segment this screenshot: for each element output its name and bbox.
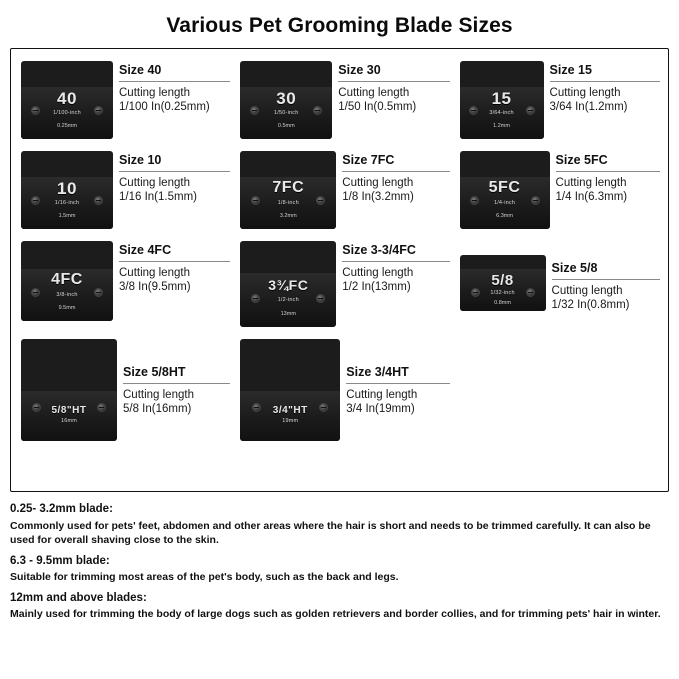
divider [552,279,660,280]
blade-row [15,145,664,235]
blade-card-5fc [454,145,664,235]
blade-face-text: 4FC [51,271,83,288]
note-heading-1: 0.25- 3.2mm blade: [10,503,113,515]
cutting-length-value: 5/8 In(16mm) [123,403,192,415]
blade-image-10 [21,151,113,229]
screw-icon [94,288,103,297]
cutting-length-label: Cutting length [123,389,194,401]
blade-info [552,241,660,312]
blade-face-text: 7FC [272,179,305,196]
blade-face-text: 3/4"HT [272,405,308,416]
divider [119,171,230,172]
blade-size-label: Size 3-3/4FC [342,243,416,257]
cutting-length-value: 1/16 In(1.5mm) [119,191,197,203]
blade-face-sub2: 0.5mm [277,123,295,129]
blade-image-30 [240,61,332,139]
blade-card-3-3-4fc [234,235,453,333]
blade-image-40 [21,61,113,139]
blade-face-sub: 3/64-inch [489,110,514,116]
divider [346,383,449,384]
blade-size-label: Size 10 [119,153,162,167]
divider [550,81,660,82]
blade-image-4fc [21,241,113,321]
screw-icon [531,196,540,205]
blade-face-text: 3¾FC [268,277,309,293]
divider [119,261,230,262]
blade-card-7fc [234,145,453,235]
blade-face-sub2: 0.25mm [57,123,77,129]
cutting-length-value: 1/50 In(0.5mm) [338,101,417,113]
blade-image-5-8 [460,241,546,311]
cutting-length-value: 1/4 In(6.3mm) [555,191,628,203]
blade-row [15,235,664,333]
blade-face-text: 10 [57,179,77,198]
blade-size-label: Size 5/8 [551,261,598,275]
cutting-length-value: 3/4 In(19mm) [346,403,415,415]
blade-card-3-4ht [234,333,453,447]
screw-icon [94,106,103,115]
cutting-length-label: Cutting length [119,87,190,99]
blade-teeth-icon [240,339,340,399]
blade-row [15,55,664,145]
divider [342,171,449,172]
blade-image-3-4ht [240,339,340,441]
blade-card-30 [234,55,453,145]
blade-size-label: Size 30 [338,63,381,77]
blade-row [15,333,664,447]
note-heading-2: 6.3 - 9.5mm blade: [10,554,110,567]
blade-face-sub: 1/8-inch [277,200,299,206]
blade-info [346,339,449,416]
blade-size-label: Size 5/8HT [123,365,186,379]
divider [119,81,230,82]
note-body-3: Mainly used for trimming the body of large dogs such as golden retrievers and border collies, and for trimming pets' hair in winter. [10,608,661,620]
blade-face-sub: 1/50-inch [274,110,299,116]
divider [556,171,660,172]
cutting-length-value: 3/8 In(9.5mm) [119,281,191,293]
blade-face-sub: 1/4-inch [493,200,516,206]
divider [123,383,230,384]
screw-icon [31,106,40,115]
blade-info [119,151,230,204]
screw-icon [94,196,103,205]
cutting-length-label: Cutting length [119,177,190,189]
blade-image-15 [460,61,544,139]
blade-face-text: 5/8"HT [51,405,87,416]
blade-face-sub: 1/32-inch [490,290,515,296]
screw-icon [526,106,535,115]
blade-face-sub: 19mm [282,418,299,424]
screw-icon [526,288,535,297]
note-heading-3: 12mm and above blades: [10,591,147,604]
blade-face-sub2: 0.8mm [494,300,511,306]
blade-image-5fc [460,151,550,229]
blade-face-sub: 3/8-inch [56,292,78,298]
blade-size-label: Size 40 [119,63,162,77]
cutting-length-value: 1/2 In(13mm) [342,281,411,293]
blade-face-sub2: 1.2mm [493,123,510,129]
blade-card-15 [454,55,664,145]
screw-icon [470,196,479,205]
cutting-length-label: Cutting length [551,285,623,297]
cutting-length-label: Cutting length [119,267,190,279]
blade-face-text: 30 [276,89,297,108]
blade-info [119,241,230,294]
blade-info [123,339,230,416]
blade-info [550,61,660,114]
blade-card-10 [15,145,234,235]
note-body-1: Commonly used for pets' feet, abdomen and other areas where the hair is short and needs to be trimmed carefully. It can also be used for overall shaving close to the skin. [10,519,651,546]
blade-face-text: 5FC [488,179,521,196]
divider [342,261,449,262]
blade-size-label: Size 4FC [119,243,172,257]
blade-face-sub2: 1.5mm [58,213,76,219]
note-body-2: Suitable for trimming most areas of the pet's body, such as the back and legs. [10,571,399,583]
blade-card-4fc [15,235,234,327]
blade-info [342,241,449,294]
blade-face-sub: 16mm [60,418,78,424]
blade-card-5-8ht [15,333,234,447]
cutting-length-label: Cutting length [342,177,414,189]
blade-face-sub2: 3.2mm [279,213,297,219]
blade-card-5-8 [454,235,664,318]
blade-face-sub2: 13mm [280,311,296,317]
cutting-length-value: 1/100 In(0.25mm) [119,101,210,113]
blade-face-sub: 1/16-inch [54,200,80,206]
screw-icon [31,288,40,297]
screw-icon [32,403,41,412]
cutting-length-value: 3/64 In(1.2mm) [549,101,628,113]
cutting-length-value: 1/32 In(0.8mm) [551,299,630,311]
cutting-length-label: Cutting length [549,87,621,99]
cutting-length-label: Cutting length [338,87,410,99]
page-title: Various Pet Grooming Blade Sizes [166,14,513,37]
blade-face-sub2: 6.3mm [496,213,513,219]
blade-face-text: 40 [57,89,77,108]
cutting-length-value: 1/8 In(3.2mm) [342,191,414,203]
cutting-length-label: Cutting length [346,389,418,401]
blade-info [119,61,230,114]
blade-teeth-icon [21,339,117,399]
blade-size-label: Size 5FC [555,153,608,167]
blade-face-text: 5/8 [491,272,514,289]
blade-size-label: Size 15 [549,63,592,77]
blade-image-3-3-4fc [240,241,336,327]
screw-icon [471,288,480,297]
blade-image-7fc [240,151,336,229]
blade-card-empty [454,333,664,345]
blade-card-40 [15,55,234,145]
blade-face-sub2: 9.5mm [58,305,76,311]
blade-grid [10,48,669,492]
screw-icon [469,106,478,115]
blade-info [338,61,449,114]
cutting-length-label: Cutting length [342,267,414,279]
screw-icon [31,196,40,205]
blade-info [556,151,660,204]
usage-notes [10,502,669,622]
blade-face-sub: 1/100-inch [53,110,81,116]
blade-face-text: 15 [491,89,512,108]
screw-icon [97,403,106,412]
blade-image-5-8ht [21,339,117,441]
divider [338,81,449,82]
cutting-length-label: Cutting length [555,177,627,189]
blade-size-label: Size 7FC [342,153,395,167]
blade-info [342,151,449,204]
blade-size-label: Size 3/4HT [346,365,409,379]
blade-face-sub: 1/2-inch [277,297,299,303]
